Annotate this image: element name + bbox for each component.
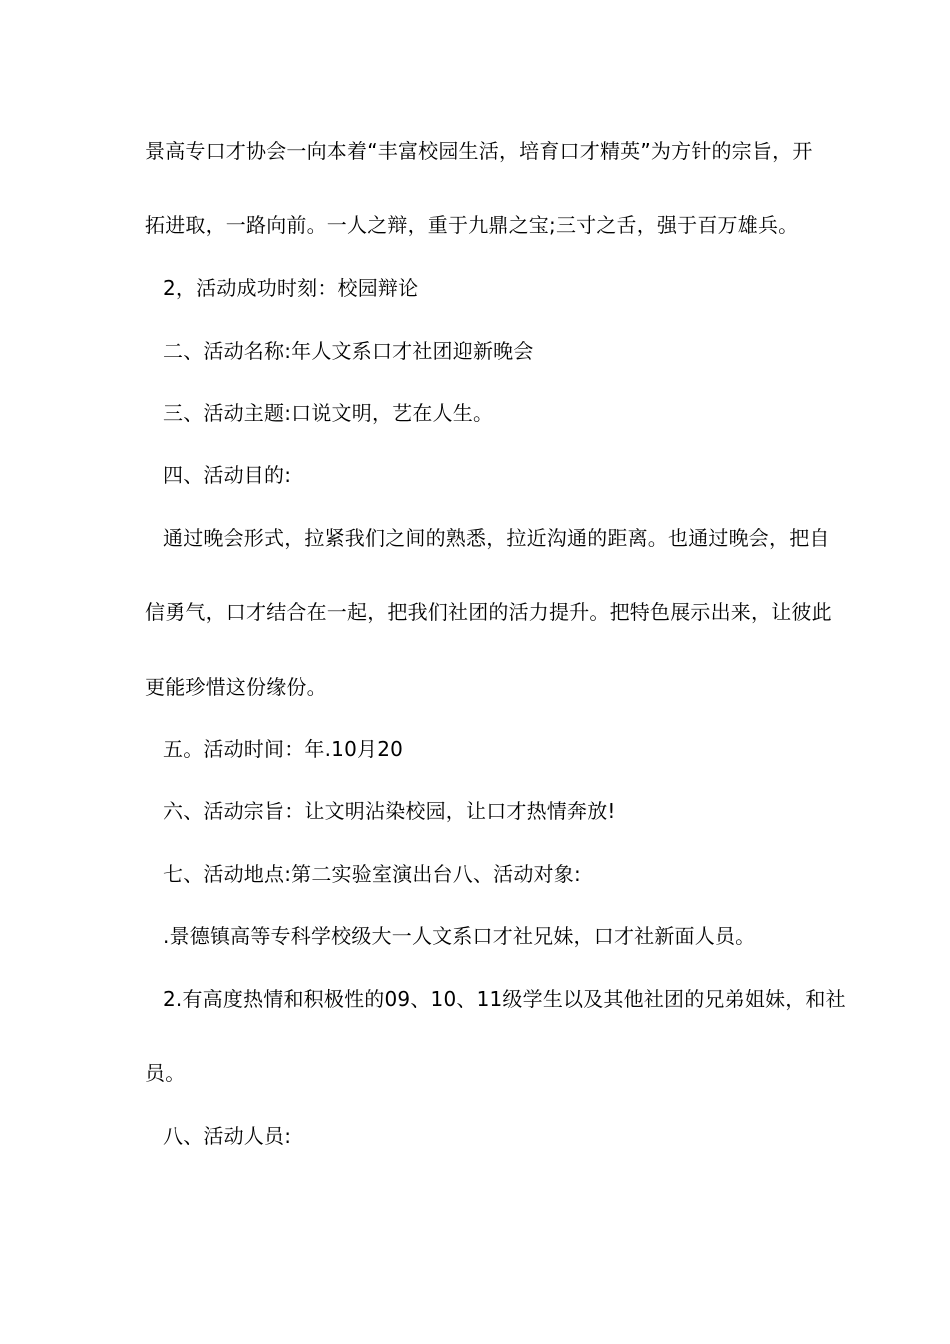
section-activity-staff: 八、活动人员:	[163, 1124, 292, 1148]
paragraph-purpose-line-2: 信勇气，口才结合在一起，把我们社团的活力提升。把特色展示出来，让彼此	[145, 600, 832, 624]
paragraph-purpose-line-1: 通过晚会形式，拉紧我们之间的熟悉，拉近沟通的距离。也通过晚会，把自	[163, 526, 830, 550]
section-activity-purpose: 四、活动目的:	[163, 463, 292, 487]
section-activity-theme: 三、活动主题:口说文明，艺在人生。	[163, 401, 494, 425]
item-success-moment: 2，活动成功时刻：校园辩论	[163, 276, 419, 300]
section-activity-time: 五。活动时间：年.10月20	[163, 737, 404, 761]
paragraph-purpose-line-3: 更能珍惜这份缘份。	[145, 675, 327, 699]
section-activity-name: 二、活动名称:年人文系口才社团迎新晚会	[163, 339, 534, 363]
item-target-1: .景德镇高等专科学校级大一人文系口才社兄妹，口才社新面人员。	[163, 924, 756, 948]
section-activity-tenet: 六、活动宗旨：让文明沾染校园，让口才热情奔放!	[163, 799, 616, 823]
paragraph-intro-line-2: 拓进取，一路向前。一人之辩，重于九鼎之宝;三寸之舌，强于百万雄兵。	[145, 213, 799, 237]
paragraph-intro-line-1: 景高专口才协会一向本着“丰富校园生活，培育口才精英”为方针的宗旨，开	[145, 139, 813, 163]
item-target-2-line-2: 员。	[145, 1061, 186, 1085]
section-activity-location: 七、活动地点:第二实验室演出台八、活动对象:	[163, 862, 581, 886]
item-target-2-line-1: 2.有高度热情和积极性的09、10、11级学生以及其他社团的兄弟姐妹，和社	[163, 987, 846, 1011]
